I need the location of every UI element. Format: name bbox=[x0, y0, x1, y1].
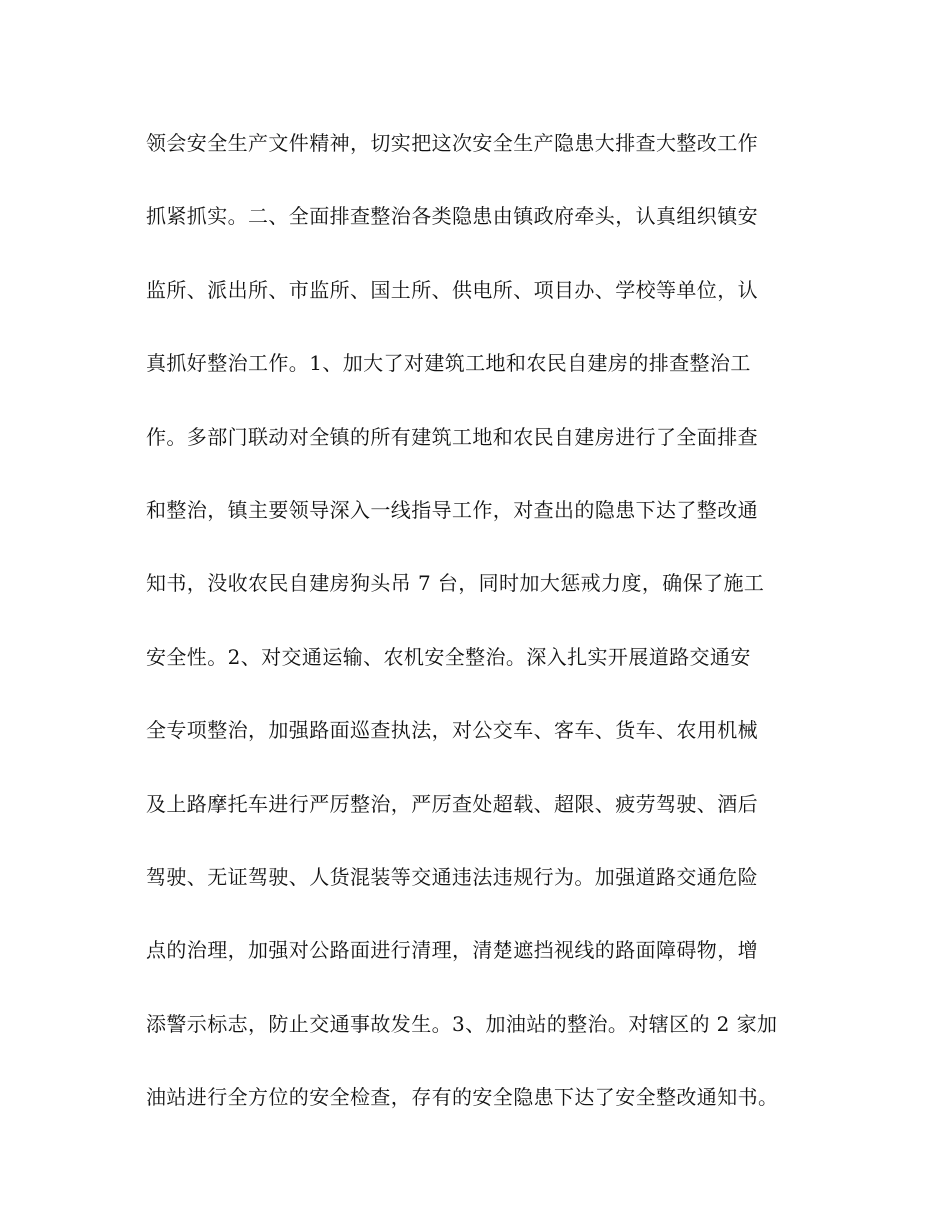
text-line: 驾驶、无证驾驶、人货混装等交通违法违规行为。加强道路交通危险 bbox=[146, 864, 758, 889]
text-line: 油站进行全方位的安全检查，存有的安全隐患下达了安全整改通知书。 bbox=[146, 1085, 779, 1110]
text-line: 及上路摩托车进行严厉整治，严厉查处超载、超限、疲劳驾驶、酒后 bbox=[146, 791, 758, 816]
text-line: 和整治，镇主要领导深入一线指导工作，对查出的隐患下达了整改通 bbox=[146, 497, 758, 522]
text-line: 知书，没收农民自建房狗头吊 7 台，同时加大惩戒力度，确保了施工 bbox=[146, 571, 765, 596]
text-line: 安全性。2、对交通运输、农机安全整治。深入扎实开展道路交通安 bbox=[146, 644, 751, 669]
text-line: 作。多部门联动对全镇的所有建筑工地和农民自建房进行了全面排查 bbox=[146, 424, 758, 449]
text-line: 领会安全生产文件精神，切实把这次安全生产隐患大排查大整改工作 bbox=[146, 131, 758, 155]
text-line: 真抓好整治工作。1、加大了对建筑工地和农民自建房的排查整治工 bbox=[146, 351, 751, 376]
text-line: 点的治理，加强对公路面进行清理，清楚遮挡视线的路面障碍物，增 bbox=[146, 938, 758, 963]
text-line: 全专项整治，加强路面巡查执法，对公交车、客车、货车、农用机械 bbox=[146, 718, 758, 743]
text-line: 抓紧抓实。二、全面排查整治各类隐患由镇政府牵头，认真组织镇安 bbox=[146, 204, 758, 229]
text-line: 监所、派出所、市监所、国土所、供电所、项目办、学校等单位，认 bbox=[146, 277, 758, 302]
body-text bbox=[146, 122, 826, 1149]
text-line: 添警示标志，防止交通事故发生。3、加油站的整治。对辖区的 2 家加 bbox=[146, 1011, 778, 1036]
